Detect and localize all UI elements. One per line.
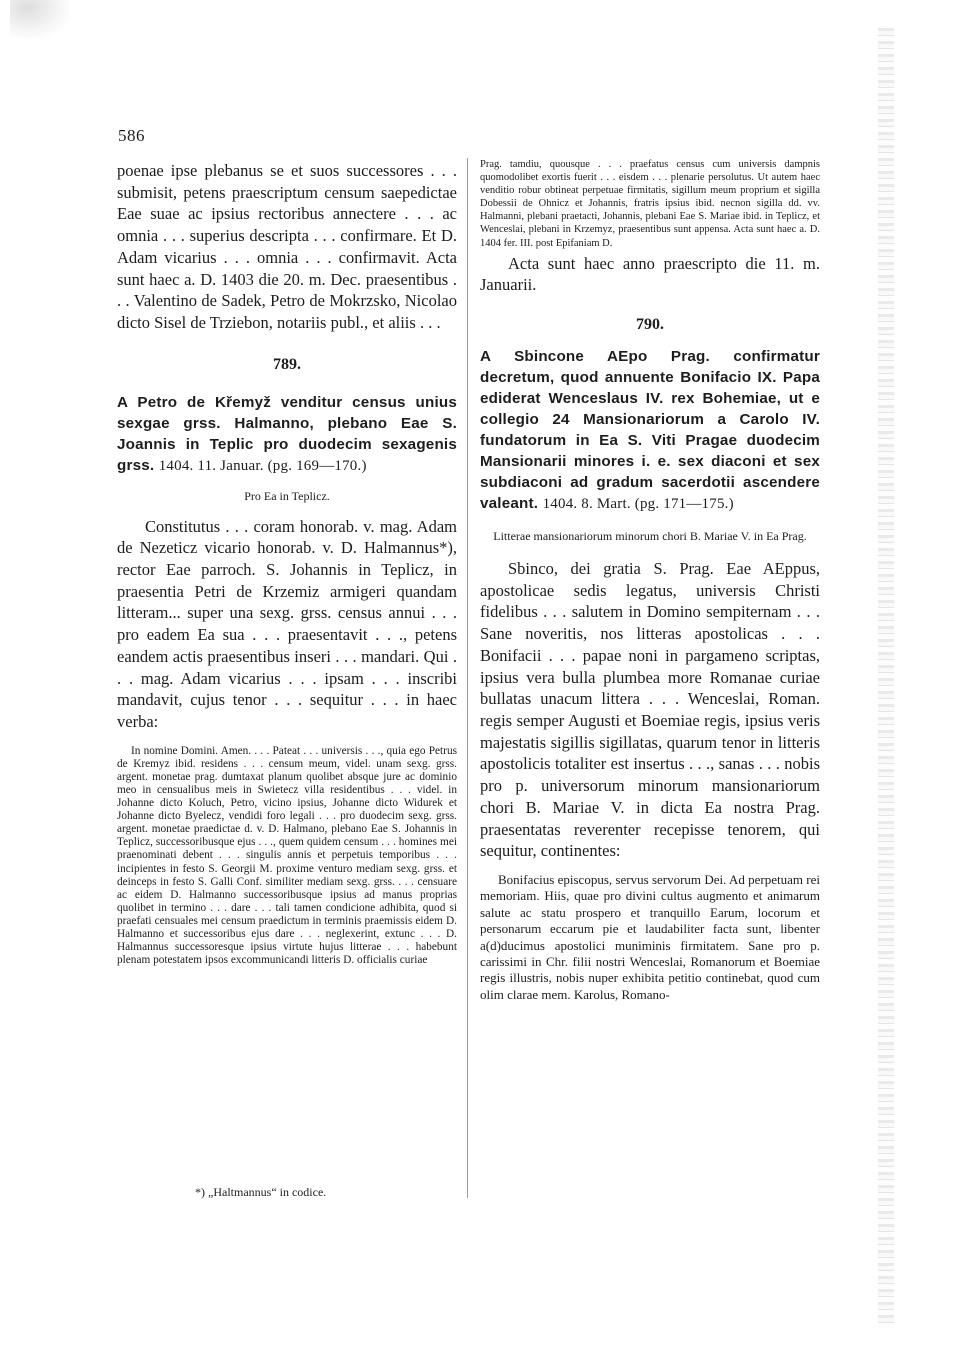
- document-heading-790: [480, 346, 820, 515]
- body-paragraph: Constitutus . . . coram honorab. v. mag. Adam de Nezeticz vicario honorab. v. D. Halmannus*), rector Eae parroch. S. Johannis in Teplicz, in praesentia Petri de Krzemiz armigeri quandam litteram... super una sexg. grss. census annui . . . pro eadem Ea sua . . . praesentavit . . ., petens eandem actis praesentibus inseri . . . mandari. Qui . . . mag. Adam vicarius . . . ipsam . . . inscribi mandavit, cujus tenor . . . sequitur . . . in haec verba:: [117, 516, 457, 731]
- subheading: Pro Ea in Teplicz.: [244, 488, 330, 503]
- heading-text: A Sbincone AEpo Prag. confirmatur decretum, quod annuente Bonifacio IX. Papa ediderat Wenceslaus IV. rex Bohemiae, ut e collegio 24 Mansionariorum a Carolo IV. fundatorum in Ea S. Viti Pragae duodecim Mansionarii minores i. e. sex diaconi et sex subdiaconi ad gradum sacerdotii ascendere valeant.: [480, 348, 820, 513]
- heading-date: 1404. 11. Januar. (pg. 169—170.): [158, 457, 367, 474]
- heading-text: A Petro de Křemyž venditur census unius sexgae grss. Halmanno, plebano Eae S. Joannis in Teplic pro duodecim sexagenis grss.: [117, 393, 457, 474]
- charter-text: In nomine Domini. Amen. . . . Pateat . . . universis . . ., quia ego Petrus de Kremyz ibid. residens . . . censum meum, videl. unam sexg. grss. argent. monetae prag. dumtaxat planum quolibet absque jure ac dominio meo in censualibus meis in Swietecz villa residentibus . . . videl. in Johanne dicto Koluch, Petro, vicino ipsius, Johanne dicto Widurek et Johanne dicto Byelecz, vendidi foro legali . . . pro duodecim sexg. grss. argent. monetae praedictae d. v. D. Halmano, plebano Eae S. Johannis in Teplicz, successoribusque ejus . . ., quem quidem censum . . . homines mei praenominati debent . . . singulis annis et perpetuis temporibus . . . incipientes in festo S. Georgii M. proxime venturo mediam sexg. grss. et deinceps in festo S. Galli Conf. similiter mediam sexg. grss. . . . censuare ac eidem D. Halmanno successoribusque ipsius ad manus proprias quolibet in termino . . . dare . . . tali tamen condicione adhibita, quod si praefati censuales mei censum praedictum in terminis praemissis eidem D. Halmanno et successoribus ejus dare . . . neglexerint, extunc . . . D. Halmannus successoresque ipsius virtute hujus litterae . . . habebunt plenam potestatem ipsos excommunicandi litteris D. officialis curiae: [117, 744, 457, 967]
- scan-artifact: [10, 0, 70, 38]
- document-number-790: 790.: [636, 316, 664, 334]
- charter-text-continued: Prag. tamdiu, quousque . . . praefatus census cum universis dampnis quomodolibet exortis fuerit . . . eisdem . . . plenarie persolutus. Ut autem haec venditio robur obtineat perpetuae firmitatis, sigillum meum proprium et sigilla Dobessii de Ohnicz et Johannis, fratris ipsius ibid. necnon sigilla dd. vv. Halmanni, plebani praetacti, Johannis, plebani Eae S. Mariae ibid. in Teplicz, et Wenceslai, plebani in Krzemyz, praesentibus sunt appensa. Acta sunt haec a. D. 1404 fer. III. post Epifaniam D.: [480, 159, 820, 249]
- acta-paragraph: Acta sunt haec anno praescripto die 11. m. Januarii.: [480, 253, 820, 295]
- bull-text: Bonifacius episcopus, servus servorum Dei. Ad perpetuam rei memoriam. Hiis, quae pro divini cultus augmento et animarum salute ac statu prospero et tranquillo Earum, locorum et personarum eccarum pie et laudabiliter facta sunt, libenter a(d)ducimus apostolici muniminis firmitatem. Sane pro p. carissimi in Chr. filii nostri Wenceslai, Romanorum et Boemiae regis illustris, nobis nuper exhibita petitio continebat, quod cum olim clarae mem. Karolus, Romano-: [480, 871, 820, 1002]
- page-number: 586: [118, 126, 145, 145]
- right-column: [480, 150, 820, 1003]
- column-divider: [467, 158, 468, 1198]
- footnote: *) „Haltmannus“ in codice.: [195, 1185, 327, 1199]
- subheading: Litterae mansionariorum minorum chori B. Mariae V. in Ea Prag.: [493, 529, 807, 544]
- document-heading-789: [117, 392, 457, 477]
- continuation-paragraph: poenae ipse plebanus se et suos successores . . . submisit, petens praescriptum censum saepedictae Eae suae ac ipsius rectoribus annectere . . . ac omnia . . . superius descripta . . . confirmare. Et D. Adam vicarius . . . omnia . . . confirmavit. Acta sunt haec a. D. 1403 die 20. m. Dec. praesentibus . . . Valentino de Sadek, Petro de Mokrzsko, Nicolao dicto Sisel de Trziebon, notariis publ., et aliis . . .: [117, 161, 457, 332]
- body-paragraph: Sbinco, dei gratia S. Prag. Eae AEppus, apostolicae sedis legatus, universis Christi fidelibus . . . salutem in Domino sempiternam . . . Sane noveritis, nos litteras apostolicas . . . Bonifacii . . . papae noni in pargameno scriptas, ipsius vera bulla plumbea more Romanae curiae bullatas unacum littera . . . Wenceslai, Roman. regis semper Augusti et Boemiae regis, ipsius veris majestatis sigillis sigillatas, quarum tenor in litteris apostolicis totaliter est insertus . . ., sanas . . . nobis pro p. universorum minorum mansionariorum chori B. Mariae V. in dicta Ea nostra Prag. praesentatas reverenter recepisse tenorem, qui sequitur, continentes:: [480, 559, 820, 861]
- heading-date: 1404. 8. Mart. (pg. 171—175.): [542, 496, 734, 513]
- page-edge-shadow: [878, 28, 894, 1328]
- left-column: [117, 150, 457, 967]
- document-number-789: 789.: [273, 355, 301, 373]
